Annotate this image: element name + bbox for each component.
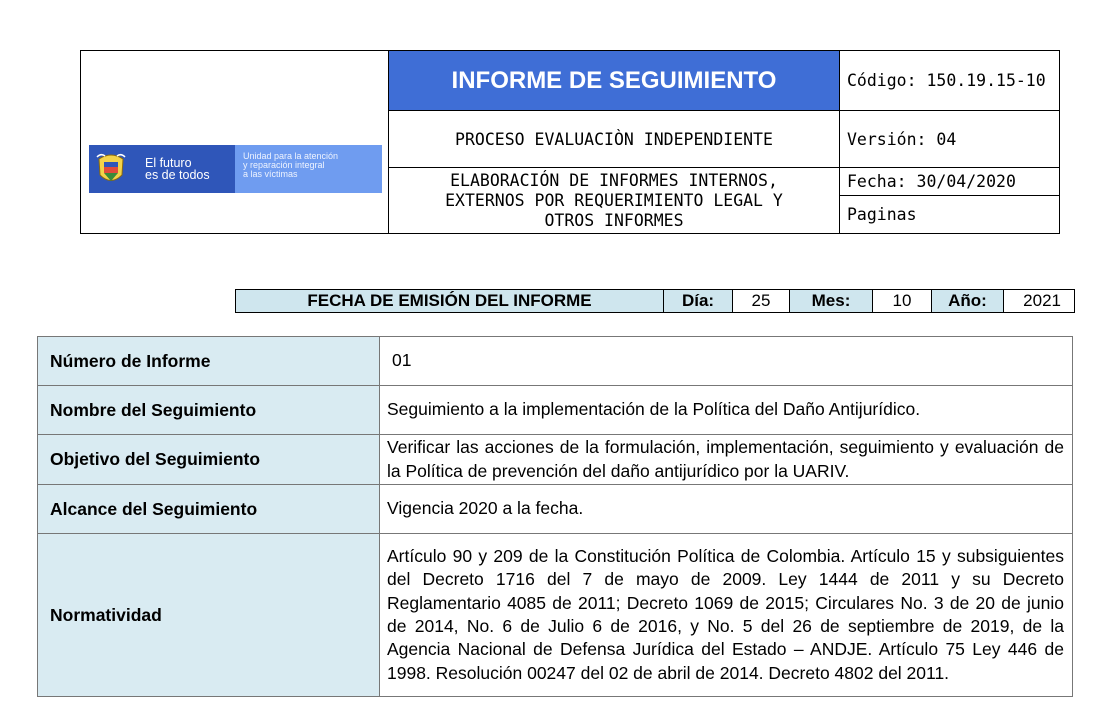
report-number-label: Número de Informe <box>38 337 380 386</box>
followup-name-value: Seguimiento a la implementación de la Política del Daño Antijurídico. <box>380 386 1073 435</box>
regulations-value: Artículo 90 y 209 de la Constitución Política de Colombia. Artículo 15 y subsiguientes del Decreto 1716 del 7 de mayo de 2009. Ley 1444 de 2011 y su Decreto Reglamentario 4085 de 2011; Decreto 1069 de 2015; Circulares No. 3 de 20 de junio de 2014, No. 6 de Julio 6 de 2016, y No. 5 del 26 de septiembre de 2019, de la Agencia Nacional de Defensa Jurídica del Estado – ANDJE. Artículo 75 Ley 446 de 1998. Resolución 00247 del 02 de abril de 2014. Decreto 4802 del 2011. <box>380 534 1073 697</box>
document-code: Código: 150.19.15-10 <box>840 51 1060 111</box>
logo-left-panel <box>89 145 235 193</box>
day-value: 25 <box>733 290 790 313</box>
document-title: INFORME DE SEGUIMIENTO <box>389 51 840 111</box>
logo-unit-line3: a las víctimas <box>243 169 298 179</box>
logo-slogan-line1: El futuro <box>145 156 192 170</box>
month-value: 10 <box>873 290 932 313</box>
document-pages: Paginas <box>840 196 1060 234</box>
logo-slogan <box>145 157 210 181</box>
month-label: Mes: <box>790 290 873 313</box>
report-info-table <box>37 336 1073 697</box>
issue-date-label: FECHA DE EMISIÓN DEL INFORME <box>236 290 664 313</box>
table-row <box>38 337 1073 386</box>
issue-date-row <box>235 289 1075 313</box>
day-label: Día: <box>664 290 733 313</box>
institution-logo <box>89 145 382 193</box>
logo-unit-line1: Unidad para la atención <box>243 151 339 161</box>
logo-cell <box>81 51 389 234</box>
logo-unit-line2: y reparación integral <box>243 160 325 170</box>
regulations-label: Normatividad <box>38 534 380 697</box>
table-row <box>38 386 1073 435</box>
table-row <box>38 435 1073 485</box>
followup-objective-label: Objetivo del Seguimiento <box>38 435 380 485</box>
table-row <box>38 534 1073 697</box>
report-number-value: 01 <box>380 337 1073 386</box>
table-row <box>38 485 1073 534</box>
year-value: 2021 <box>1004 290 1075 313</box>
followup-objective-value: Verificar las acciones de la formulación, implementación, seguimiento y evaluación de la Política de prevención del daño antijurídico por la UARIV. <box>380 435 1073 485</box>
year-label: Año: <box>932 290 1004 313</box>
procedure-line2: EXTERNOS POR REQUERIMIENTO LEGAL Y <box>445 191 783 210</box>
procedure-line1: ELABORACIÓN DE INFORMES INTERNOS, <box>450 171 778 190</box>
followup-scope-label: Alcance del Seguimiento <box>38 485 380 534</box>
procedure-line3: OTROS INFORMES <box>544 211 684 230</box>
logo-right-panel <box>235 145 382 193</box>
coat-of-arms-icon <box>95 151 127 187</box>
process-name: PROCESO EVALUACIÒN INDEPENDIENTE <box>389 111 840 168</box>
followup-name-label: Nombre del Seguimiento <box>38 386 380 435</box>
procedure-name <box>389 168 840 234</box>
logo-slogan-line2: es de todos <box>145 168 210 182</box>
document-date: Fecha: 30/04/2020 <box>840 168 1060 196</box>
document-header <box>80 50 1060 234</box>
followup-scope-value: Vigencia 2020 a la fecha. <box>380 485 1073 534</box>
document-version: Versión: 04 <box>840 111 1060 168</box>
